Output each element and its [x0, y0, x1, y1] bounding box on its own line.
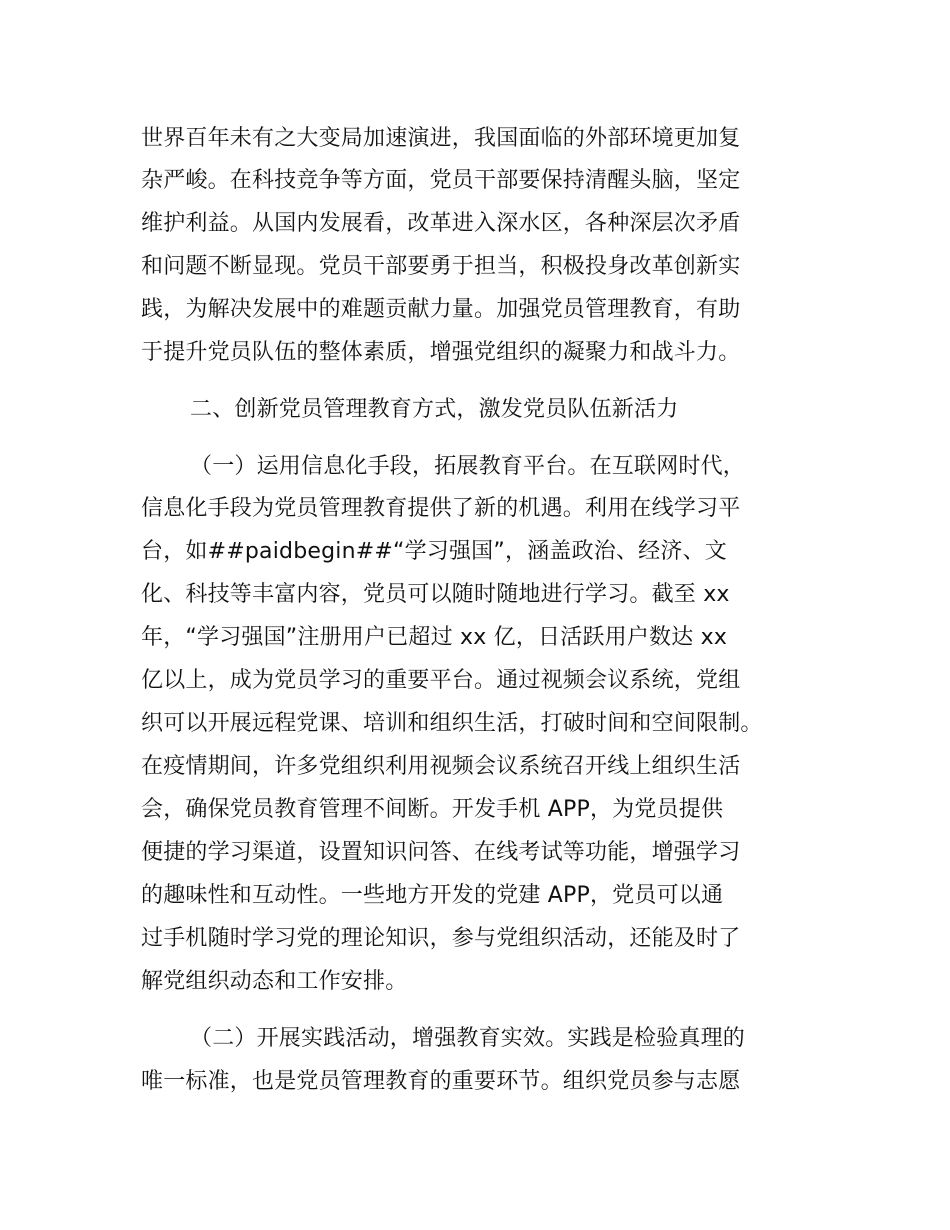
text-line: 化、科技等丰富内容，党员可以随时随地进行学习。截至 xx [141, 582, 730, 607]
text-line: 践，为解决发展中的难题贡献力量。加强党员管理教育，有助 [141, 297, 741, 322]
text-line: 于提升党员队伍的整体素质，增强党组织的凝聚力和战斗力。 [141, 340, 741, 365]
text-line: 信息化手段为党员管理教育提供了新的机遇。利用在线学习平 [141, 496, 741, 521]
text-line: 杂严峻。在科技竞争等方面，党员干部要保持清醒头脑，坚定 [141, 168, 741, 193]
text-line: 会，确保党员教育管理不间断。开发手机 APP，为党员提供 [141, 797, 724, 822]
subsection-heading: （二）开展实践活动，增强教育实效。实践是检验真理的 [190, 1026, 746, 1051]
text-line: 的趣味性和互动性。一些地方开发的党建 APP，党员可以通 [141, 883, 724, 908]
text-line: 维护利益。从国内发展看，改革进入深水区，各种深层次矛盾 [141, 211, 741, 236]
text-line: 过手机随时学习党的理论知识，参与党组织活动，还能及时了 [141, 926, 741, 951]
text-line: 亿以上，成为党员学习的重要平台。通过视频会议系统，党组 [141, 668, 741, 693]
text-line: 世界百年未有之大变局加速演进，我国面临的外部环境更加复 [141, 126, 741, 151]
text-line: 解党组织动态和工作安排。 [141, 969, 408, 994]
section-heading: 二、创新党员管理教育方式，激发党员队伍新活力 [190, 397, 679, 422]
subsection-heading: （一）运用信息化手段，拓展教育平台。在互联网时代， [190, 454, 746, 479]
text-line: 唯一标准，也是党员管理教育的重要环节。组织党员参与志愿 [141, 1069, 741, 1094]
text-line: 和问题不断显现。党员干部要勇于担当，积极投身改革创新实 [141, 254, 741, 279]
text-line: 台，如##paidbegin##“学习强国”，涵盖政治、经济、文 [141, 539, 727, 564]
text-line: 织可以开展远程党课、培训和组织生活，打破时间和空间限制。 [141, 711, 763, 736]
text-line: 年，“学习强国”注册用户已超过 xx 亿，日活跃用户数达 xx [141, 625, 728, 650]
text-line: 便捷的学习渠道，设置知识问答、在线考试等功能，增强学习 [141, 840, 741, 865]
text-line: 在疫情期间，许多党组织利用视频会议系统召开线上组织生活 [141, 754, 741, 779]
